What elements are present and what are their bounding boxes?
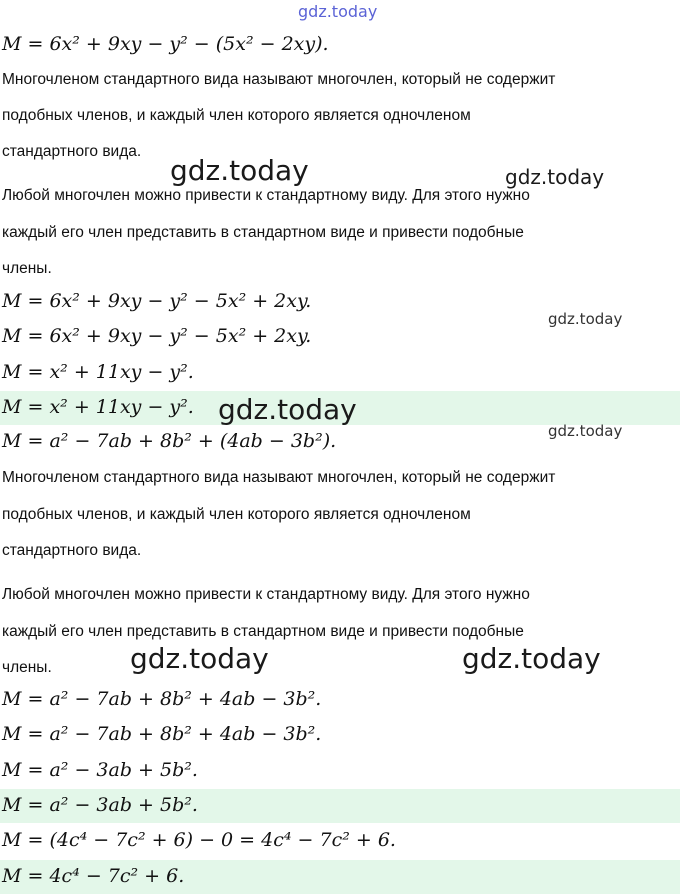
text-line: подобных членов, и каждый член которого является одночленом — [2, 107, 471, 124]
text-line: каждый его член представить в стандартном виде и привести подобные — [2, 224, 524, 241]
math-line: M = 6x² + 9xy − y² − (5x² − 2xy). — [2, 33, 329, 55]
text-line: стандартного вида. — [2, 143, 142, 160]
watermark: gdz.today — [505, 165, 605, 189]
watermark: gdz.today — [298, 2, 378, 21]
text-line: Многочленом стандартного вида называют многочлен, который не содержит — [2, 469, 556, 486]
watermark: gdz.today — [548, 422, 623, 440]
math-line: M = a² − 7ab + 8b² + 4ab − 3b². — [2, 723, 322, 745]
math-line: M = 6x² + 9xy − y² − 5x² + 2xy. — [2, 290, 312, 312]
text-line: подобных членов, и каждый член которого является одночленом — [2, 506, 471, 523]
math-line: M = (4c⁴ − 7c² + 6) − 0 = 4c⁴ − 7c² + 6. — [2, 829, 396, 851]
math-line: M = a² − 3ab + 5b². — [2, 759, 198, 781]
text-line: Многочленом стандартного вида называют многочлен, который не содержит — [2, 71, 556, 88]
text-line: члены. — [2, 659, 52, 676]
text-line: стандартного вида. — [2, 542, 142, 559]
math-line: M = a² − 7ab + 8b² + 4ab − 3b². — [2, 688, 322, 710]
result-line: M = a² − 3ab + 5b². — [2, 794, 198, 816]
watermark: gdz.today — [462, 642, 601, 675]
text-line: Любой многочлен можно привести к стандартному виду. Для этого нужно — [2, 586, 530, 603]
math-line: M = a² − 7ab + 8b² + (4ab − 3b²). — [2, 430, 337, 452]
watermark: gdz.today — [218, 393, 357, 426]
math-line: M = 6x² + 9xy − y² − 5x² + 2xy. — [2, 325, 312, 347]
watermark: gdz.today — [170, 154, 309, 187]
text-line: каждый его член представить в стандартном виде и привести подобные — [2, 623, 524, 640]
watermark: gdz.today — [548, 310, 623, 328]
result-line: M = 4c⁴ − 7c² + 6. — [2, 865, 185, 887]
math-line: M = x² + 11xy − y². — [2, 361, 194, 383]
result-line: M = x² + 11xy − y². — [2, 396, 194, 418]
text-line: Любой многочлен можно привести к стандартному виду. Для этого нужно — [2, 187, 530, 204]
text-line: члены. — [2, 260, 52, 277]
watermark: gdz.today — [130, 642, 269, 675]
